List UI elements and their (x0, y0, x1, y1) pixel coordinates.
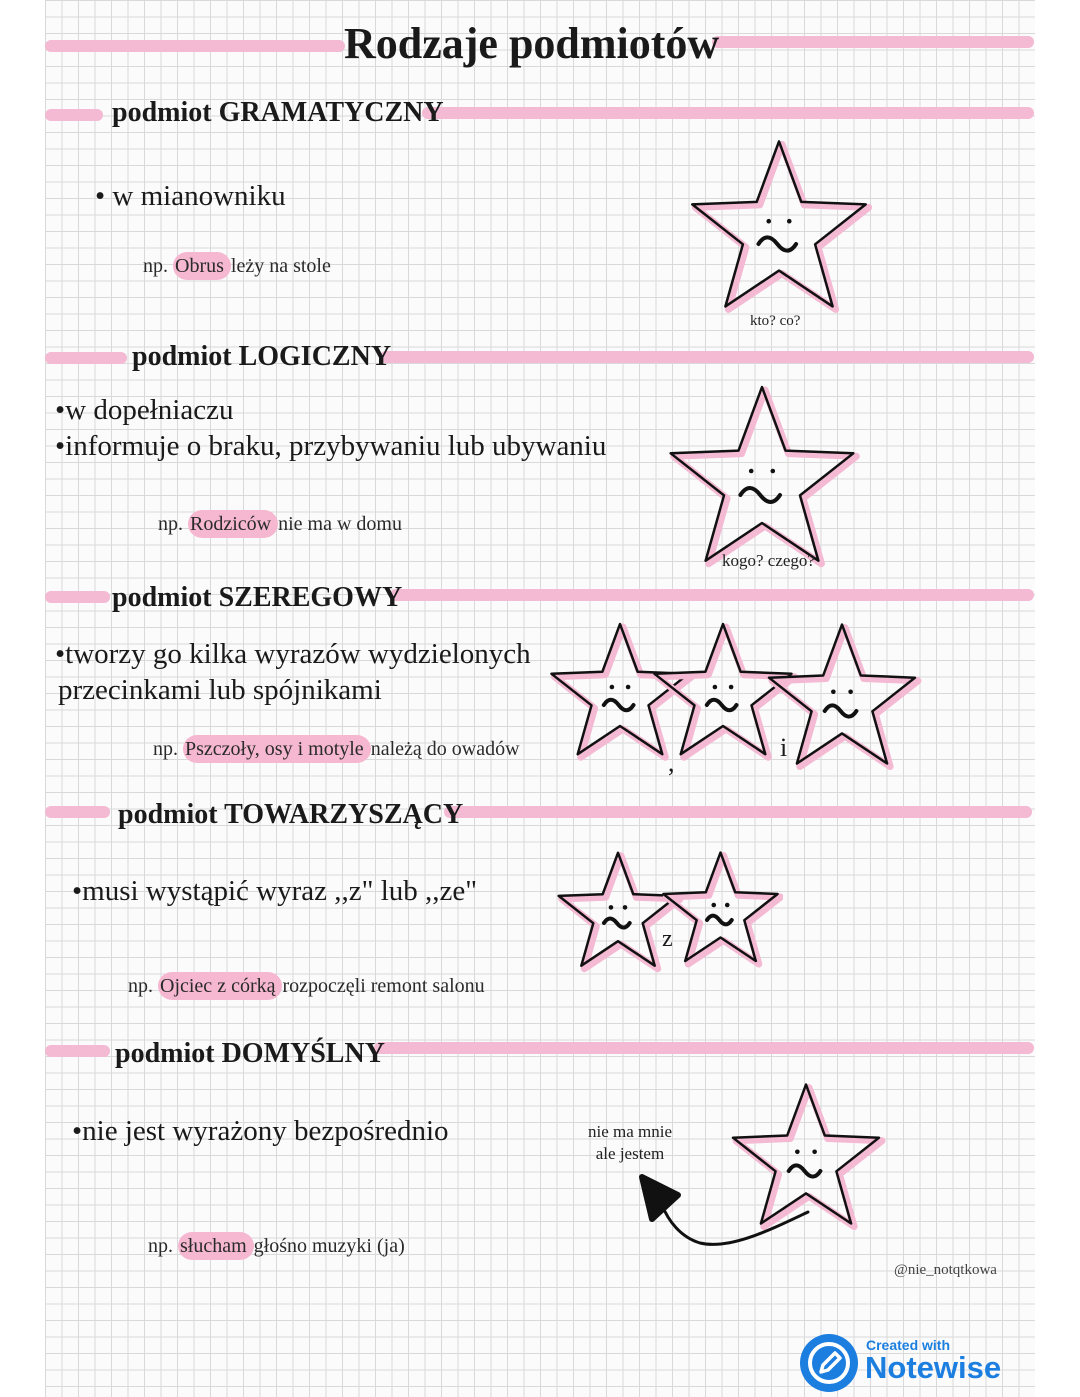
note-line: nie ma mnie (587, 1122, 673, 1141)
note-line: ale jestem (595, 1144, 665, 1163)
example-rest: rozpoczęli remont salonu (282, 975, 485, 997)
connector-z: z (662, 926, 673, 952)
page-title: Rodzaje podmiotów (344, 19, 720, 68)
section-bar-left (45, 109, 103, 121)
example-rest: leży na stole (230, 255, 331, 277)
section-bar-left (45, 352, 127, 364)
example-prefix: np. (158, 513, 188, 535)
star-caption: kogo? czego? (722, 551, 815, 570)
author-handle: @nie_notqtkowa (894, 1262, 997, 1278)
section-heading-gramatyczny: podmiot GRAMATYCZNY (112, 97, 444, 128)
star-caption: kto? co? (750, 313, 801, 329)
example-sentence (148, 1235, 405, 1258)
example-sentence (153, 738, 520, 761)
connector-i: i (780, 733, 788, 762)
section-bar-right (444, 806, 1032, 818)
example-rest: należą do owadów (370, 738, 520, 760)
example-prefix: np. (128, 975, 158, 997)
star-face-icon (658, 845, 783, 970)
notewise-logo-icon (800, 1334, 858, 1392)
example-highlight: Obrus (173, 252, 231, 280)
star-face-icon (662, 375, 862, 575)
example-rest: nie ma w domu (278, 513, 402, 535)
example-sentence (128, 975, 485, 998)
section-heading-domyslny: podmiot DOMYŚLNY (115, 1038, 385, 1069)
title-bar-right (712, 36, 1034, 48)
badge-line1: Created with (866, 1337, 951, 1353)
star-note (570, 1121, 690, 1165)
title-bar-left (45, 40, 345, 52)
section-heading-szeregowy: podmiot SZEREGOWY (112, 582, 403, 613)
curved-arrow-icon (630, 1165, 820, 1255)
section-bar-left (45, 806, 110, 818)
bullet-text: •tworzy go kilka wyrazów wydzielonych (55, 638, 531, 670)
example-prefix: np. (153, 738, 183, 760)
bullet-text: •nie jest wyrażony bezpośrednio (72, 1115, 449, 1147)
bullet-text: •musi wystąpić wyraz ,,z" lub ,,ze" (72, 875, 478, 907)
section-bar-left (45, 1045, 110, 1057)
section-heading-towarzyszacy: podmiot TOWARZYSZĄCY (118, 799, 464, 830)
section-bar-right (380, 351, 1034, 363)
section-bar-right (374, 1042, 1034, 1054)
example-prefix: np. (148, 1235, 178, 1257)
example-sentence (158, 513, 402, 536)
star-face-icon (684, 130, 874, 320)
badge-line2: Notewise (865, 1350, 1002, 1385)
example-highlight: Ojciec z córką (158, 972, 282, 1000)
example-highlight: słucham (178, 1232, 254, 1260)
example-highlight: Pszczoły, osy i motyle (183, 735, 371, 763)
section-bar-left (45, 591, 110, 603)
section-bar-right (422, 107, 1034, 119)
bullet-text: •informuje o braku, przybywaniu lub ubywaniu (55, 430, 607, 462)
example-highlight: Rodziców (188, 510, 278, 538)
bullet-text: przecinkami lub spójnikami (58, 674, 382, 706)
bullet-text: •w dopełniaczu (55, 394, 234, 426)
example-sentence (143, 255, 331, 278)
bullet-text: • w mianowniku (95, 180, 286, 212)
example-prefix: np. (143, 255, 173, 277)
example-rest: głośno muzyki (ja) (253, 1235, 405, 1257)
section-bar-right (390, 589, 1034, 601)
section-heading-logiczny: podmiot LOGICZNY (132, 341, 392, 372)
connector-comma: , (668, 748, 675, 777)
